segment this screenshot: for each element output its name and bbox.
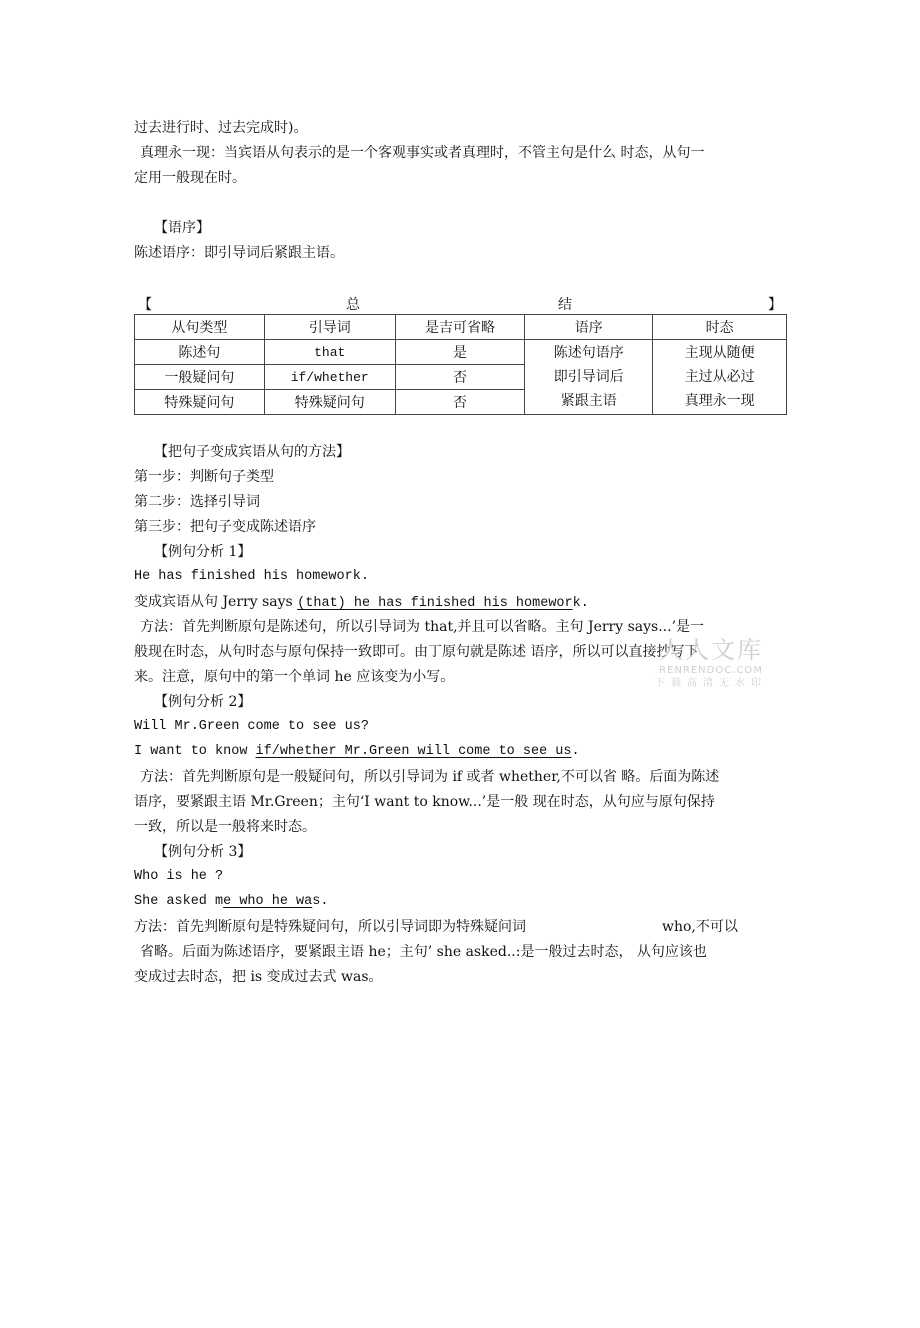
example-3-heading: 【例句分析 3】 <box>154 844 252 860</box>
summary-table <box>134 314 787 415</box>
example-1-conversion <box>134 592 589 614</box>
word-order-heading: 【语序】 <box>154 220 210 236</box>
watermark-tagline: 下载高清无水印 <box>655 678 767 689</box>
conversion-prefix: I want to know <box>134 744 256 759</box>
example-2-conversion <box>134 742 580 762</box>
table-header-row <box>135 315 787 340</box>
method-step-1: 第一步：判断句子类型 <box>134 469 274 485</box>
connective-cell: if/whether <box>264 365 395 390</box>
example-2-method-line-3: 一致，所以是一般将来时态。 <box>134 819 316 835</box>
tense-line: 主现从随便 <box>684 345 755 361</box>
summary-char-1: 总 <box>346 297 360 313</box>
example-2-heading: 【例句分析 2】 <box>154 694 252 710</box>
example-1-heading: 【例句分析 1】 <box>154 544 252 560</box>
watermark-brand-cn: 人人文库 <box>659 636 763 664</box>
tense-line: 真理永一现 <box>684 393 755 409</box>
word-order-cell <box>525 340 653 415</box>
object-clause: e who he wa <box>223 894 313 909</box>
omissible-cell: 是 <box>395 340 525 365</box>
method-step-2: 第二步：选择引导词 <box>134 494 260 510</box>
watermark-brand-url: RENRENDOC.COM <box>659 665 763 676</box>
example-3-method-line-1b: who,不可以 <box>662 919 738 935</box>
truth-rule-line-2: 定用一般现在时。 <box>134 170 246 186</box>
summary-char-2: 结 <box>558 297 572 313</box>
summary-heading <box>134 294 786 314</box>
tense-cell <box>653 340 787 415</box>
header-word-order: 语序 <box>525 315 653 340</box>
example-3-conversion <box>134 892 328 912</box>
object-clause: if/whether Mr.Green will come to see us <box>255 744 572 759</box>
conversion-prefix: 变成宾语从句 Jerry says <box>134 594 298 610</box>
clause-type-cell: 陈述句 <box>135 340 265 365</box>
header-omissible: 是吉可省略 <box>395 315 525 340</box>
example-2-sentence: Will Mr.Green come to see us? <box>134 719 369 734</box>
example-2-method-line-1: 方法：首先判断原句是一般疑问句，所以引导词为 if 或者 whether,不可以省 略。后面为陈述 <box>140 769 720 785</box>
header-tense: 时态 <box>653 315 787 340</box>
example-3-method-line-1a: 方法：首先判断原句是特殊疑问句，所以引导词即为特殊疑问词 <box>134 919 526 935</box>
word-order-line: 陈述句语序 <box>553 345 624 361</box>
clause-type-cell: 一般疑问句 <box>135 365 265 390</box>
conversion-suffix: . <box>571 744 580 759</box>
truth-rule-line-1: 真理永一现：当宾语从句表示的是一个客观事实或者真理时，不管主句是什么 时态，从句一 <box>140 145 705 161</box>
connective-cell: that <box>264 340 395 365</box>
intro-line: 过去进行时、过去完成时)。 <box>134 120 308 136</box>
word-order-line: 紧跟主语 <box>560 393 617 409</box>
method-step-3: 第三步：把句子变成陈述语序 <box>134 519 316 535</box>
object-clause: (that) he has finished his homewor <box>297 596 573 611</box>
example-1-method-line-3: 来。注意，原句中的第一个单词 he 应该变为小写。 <box>134 669 455 685</box>
watermark <box>646 636 776 691</box>
table-row <box>135 340 787 365</box>
example-3-method-line-2: 省略。后面为陈述语序，要紧跟主语 he；主句’ she asked..:是一般过去时态， 从句应该也 <box>140 944 707 960</box>
example-3-method-line-3: 变成过去时态，把 is 变成过去式 was。 <box>134 969 383 985</box>
example-1-method-line-2: 般现在时态，从句时态与原句保持一致即可。由丁原句就是陈述 语序，所以可以直接抄写下 <box>134 644 699 660</box>
conversion-prefix: She asked m <box>134 894 224 909</box>
clause-type-cell: 特殊疑问句 <box>135 390 265 415</box>
conversion-suffix: s. <box>312 894 329 909</box>
header-connective: 引导词 <box>264 315 395 340</box>
method-heading: 【把句子变成宾语从句的方法】 <box>154 444 350 460</box>
word-order-line: 即引导词后 <box>553 369 624 385</box>
connective-cell: 特殊疑问句 <box>264 390 395 415</box>
header-clause-type: 从句类型 <box>135 315 265 340</box>
tense-line: 主过从必过 <box>684 369 755 385</box>
example-1-sentence: He has finished his homework. <box>134 569 369 584</box>
omissible-cell: 否 <box>395 390 525 415</box>
summary-bracket-close: 】 <box>768 297 782 313</box>
conversion-suffix: k. <box>572 596 589 611</box>
example-1-method-line-1: 方法：首先判断原句是陈述句，所以引导词为 that,并且可以省略。主句 Jerry says...’是一 <box>140 619 705 635</box>
summary-bracket-open: 【 <box>138 297 152 313</box>
example-2-method-line-2: 语序，要紧跟主语 Mr.Green；主句‘I want to know...’是一般 现在时态，从句应与原句保持 <box>134 794 715 810</box>
omissible-cell: 否 <box>395 365 525 390</box>
example-3-sentence: Who is he ? <box>134 869 224 884</box>
word-order-text: 陈述语序：即引导词后紧跟主语。 <box>134 245 344 261</box>
